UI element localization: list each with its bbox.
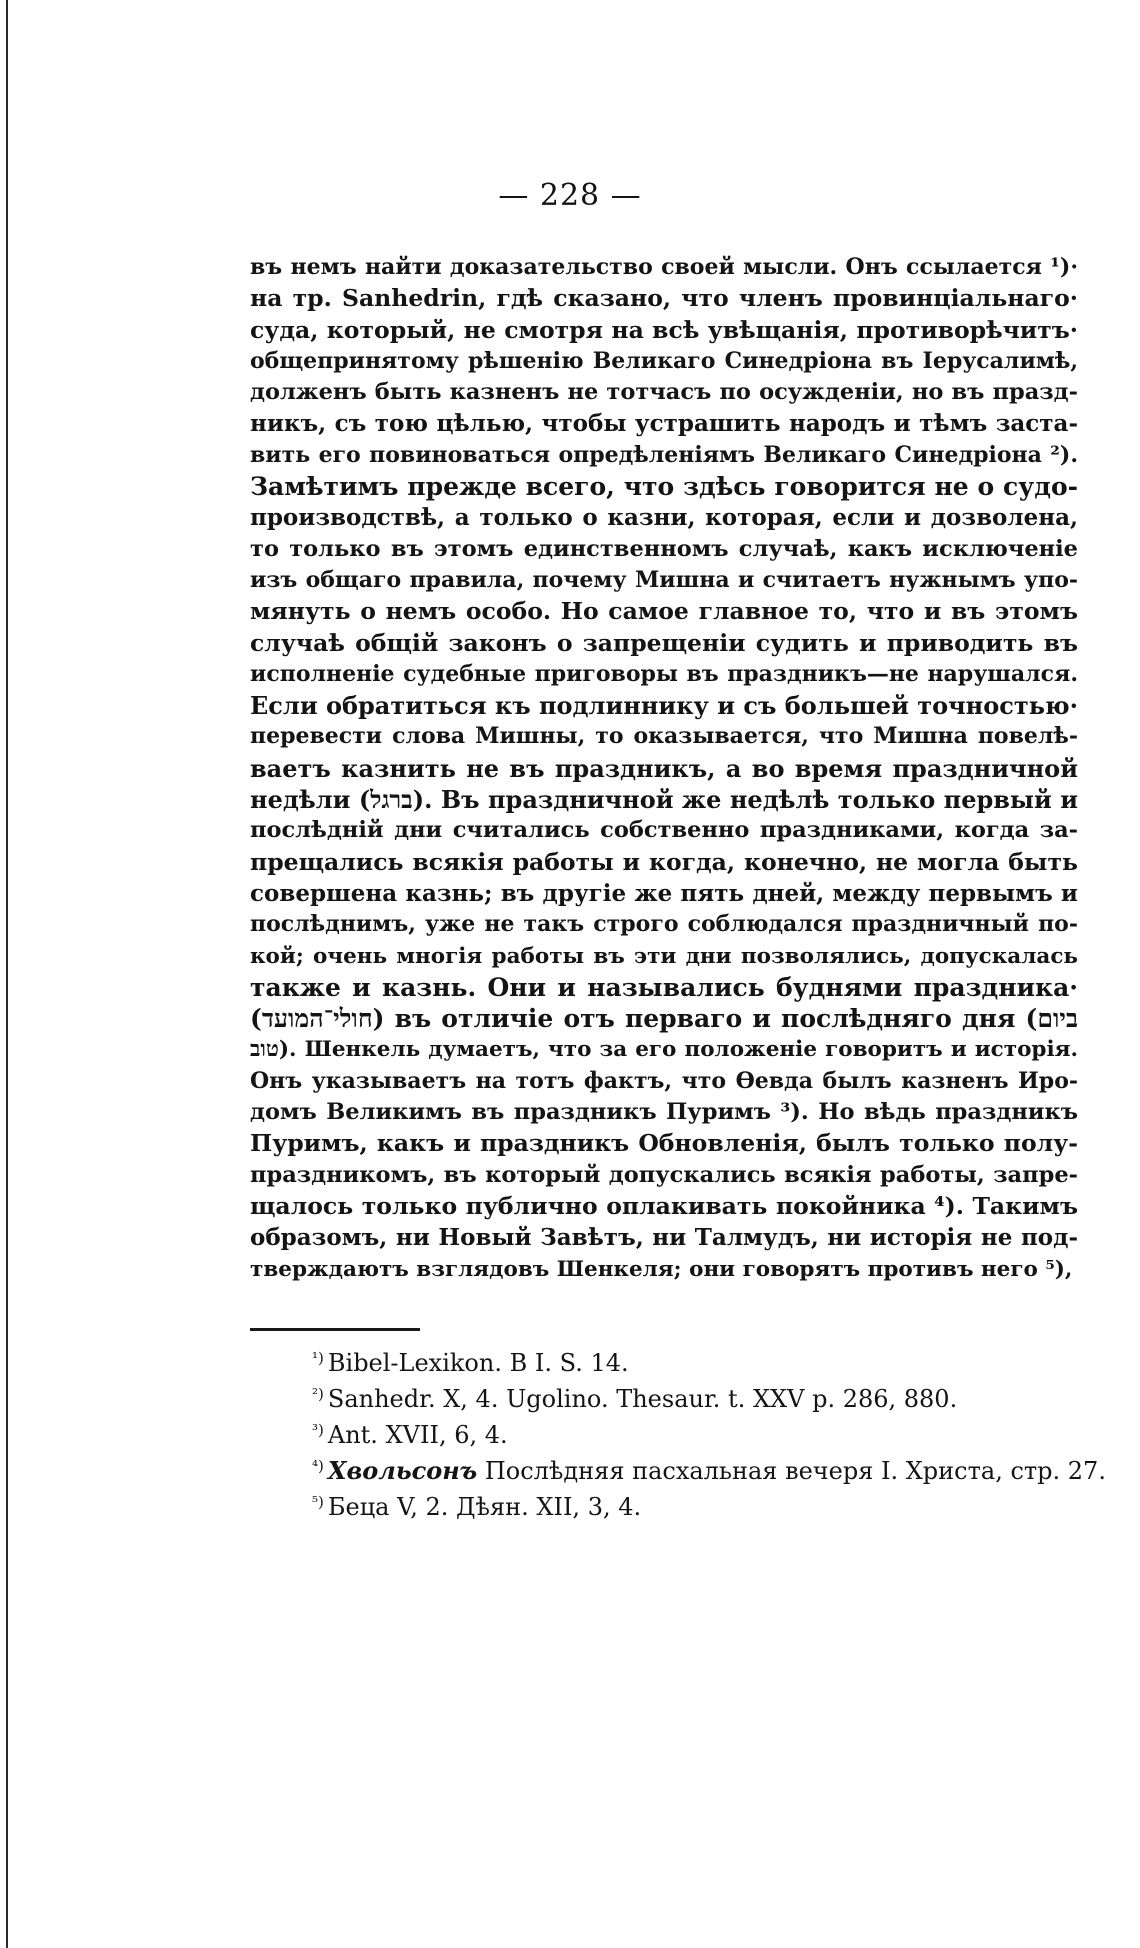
text-line: кой; очень многія работы въ эти дни позволялись, допускалась — [250, 943, 1078, 969]
footnote-text: Bibel-Lexikon. B I. S. 14. — [327, 1349, 629, 1377]
text-line: Если обратиться къ подлиннику и съ большей точностью· — [250, 691, 1078, 721]
text-line: (חולי־המועד) въ отличіе отъ перваго и послѣдняго дня (ביום — [250, 1004, 1078, 1034]
text-line: исполненіе судебные приговоры въ праздникъ—не нарушался. — [250, 660, 1078, 687]
page-number: — 228 — — [498, 178, 642, 213]
text-line: недѣли (ברגל). Въ праздничной же недѣлѣ только первый и — [250, 785, 1078, 815]
text-line: щалось только публично оплакивать покойника ⁴). Такимъ — [250, 1191, 1078, 1220]
text-line: вить его повиноваться опредѣленіямъ Великаго Синедріона ²). — [250, 441, 1078, 468]
text-line: никъ, съ тою цѣлью, чтобы устрашить народъ и тѣмъ заста- — [250, 410, 1078, 438]
text-line: суда, который, не смотря на всѣ увѣщанія, противорѣчитъ· — [250, 315, 1078, 344]
footnotes — [312, 1340, 1106, 1521]
text-line: въ немъ найти доказательство своей мысли. Онъ ссылается ¹)· — [250, 254, 1078, 280]
text-line: образомъ, ни Новый Завѣтъ, ни Талмудъ, ни исторія не под- — [250, 1224, 1078, 1252]
footnote-marker: ⁵) — [312, 1493, 324, 1511]
footnote-marker: ⁴) — [312, 1457, 324, 1475]
text-line: домъ Великимъ въ праздникъ Пуримъ ³). Но вѣдь праздникъ — [250, 1099, 1078, 1126]
footnote-5 — [312, 1484, 1072, 1520]
text-line: то только въ этомъ единственномъ случаѣ, какъ исключеніе — [250, 535, 1078, 562]
footnote-divider — [250, 1328, 420, 1331]
footnote-marker: ¹) — [312, 1349, 324, 1367]
text-line: Онъ указываетъ на тотъ фактъ, что Өевда былъ казненъ Иро- — [250, 1067, 1078, 1094]
footnote-text: Ant. XVII, 6, 4. — [327, 1421, 508, 1449]
footnote-text: Sanhedr. X, 4. Ugolino. Thesaur. t. XXV p. 286, 880. — [327, 1385, 958, 1413]
text-line: Замѣтимъ прежде всего, что здѣсь говорится не о судо- — [250, 472, 1078, 502]
footnote-1 — [312, 1340, 1072, 1376]
text-line: טוב). Шенкель думаетъ, что за его положеніе говоритъ и исторія. — [250, 1037, 1078, 1063]
text-line: также и казнь. Они и назывались буднями праздника· — [250, 972, 1078, 1002]
text-line: общепринятому рѣшенію Великаго Синедріона въ Іерусалимѣ, — [250, 347, 1078, 374]
footnote-text: Беца V, 2. Дѣян. XII, 3, 4. — [327, 1493, 642, 1521]
text-line: ваетъ казнить не въ праздникъ, а во время праздничной — [250, 753, 1078, 783]
text-line: праздникомъ, въ который допускались всякія работы, запре- — [250, 1161, 1078, 1188]
footnote-3 — [312, 1412, 1072, 1448]
text-line: случаѣ общій законъ о запрещеніи судить и приводить въ — [250, 628, 1078, 657]
text-line: перевести слова Мишны, то оказывается, что Мишна повелѣ- — [250, 723, 1078, 750]
text-line: изъ общаго правила, почему Мишна и считаетъ нужнымъ упо- — [250, 566, 1078, 593]
text-line: Пуримъ, какъ и праздникъ Обновленія, былъ только полу- — [250, 1129, 1078, 1158]
text-line: послѣдній дни считались собственно праздниками, когда за- — [250, 817, 1078, 844]
text-line: мянуть о немъ особо. Но самое главное то, что и въ этомъ — [250, 597, 1078, 626]
footnote-4 — [312, 1448, 1106, 1485]
text-line: производствѣ, а только о казни, которая, если и дозволена, — [250, 504, 1078, 532]
footnote-2 — [312, 1376, 1072, 1412]
footnote-marker: ³) — [312, 1421, 324, 1439]
footnote-author: Хвольсонъ — [327, 1456, 478, 1485]
text-line: совершена казнь; въ другіе же пять дней, между первымъ и — [250, 879, 1078, 907]
text-line: прещались всякія работы и когда, конечно, не могла быть — [250, 847, 1078, 876]
text-line: на тр. Sanhedrin, гдѣ сказано, что членъ провинціальнаго· — [250, 284, 1078, 313]
footnote-marker: ²) — [312, 1385, 324, 1403]
page-edge-line — [6, 0, 8, 1948]
footnote-text: Послѣдняя пасхальная вечеря I. Христа, стр. 27. — [477, 1457, 1106, 1485]
body-text — [250, 252, 1078, 1285]
text-line: долженъ быть казненъ не тотчасъ по осужденіи, но въ празд- — [250, 379, 1078, 406]
text-line: послѣднимъ, уже не такъ строго соблюдался праздничный по- — [250, 911, 1078, 938]
text-line: тверждаютъ взглядовъ Шенкеля; они говорятъ противъ него ⁵), — [250, 1256, 1073, 1282]
